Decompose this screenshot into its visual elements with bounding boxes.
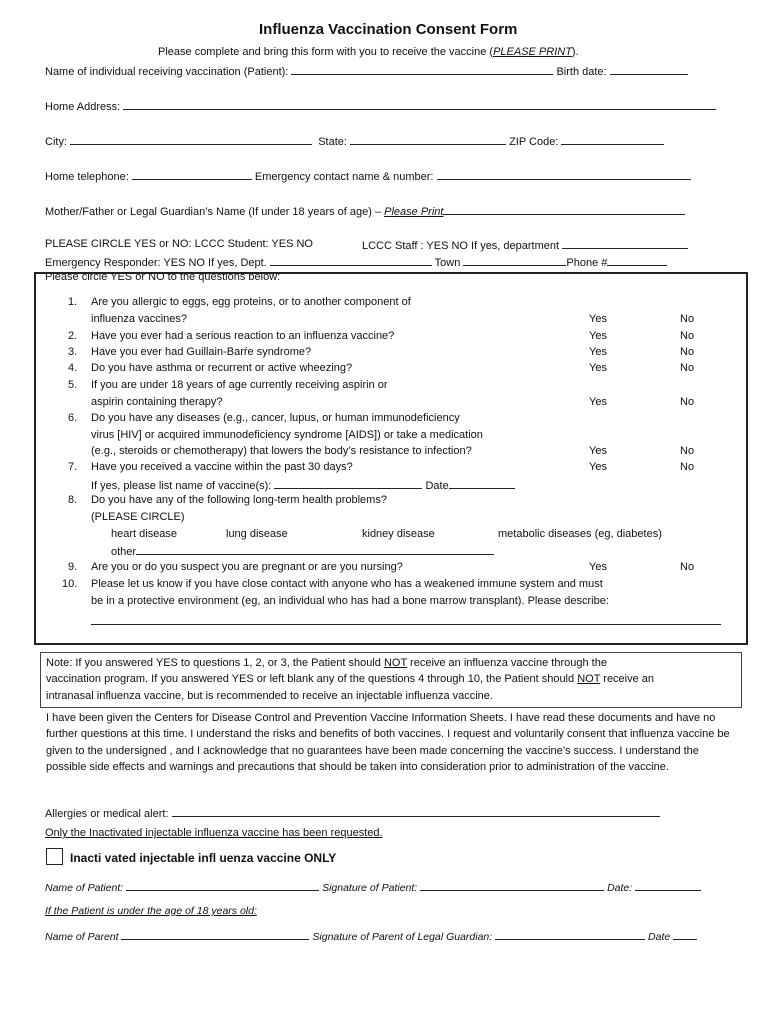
note-line-3: intranasal influenza vaccine, but is recommended to receive an injectable influenza vaccine. <box>46 690 493 702</box>
parent-date-label: Date <box>648 931 671 943</box>
guardian-field[interactable] <box>443 204 685 215</box>
patient-name-row <box>45 64 688 78</box>
phone-label: Phone # <box>566 257 608 269</box>
zip-label: ZIP Code: <box>509 136 559 148</box>
q6-number: 6. <box>68 412 78 424</box>
q5-yes[interactable]: Yes <box>589 396 607 408</box>
city-row <box>45 134 664 148</box>
allergies-field[interactable] <box>172 806 660 817</box>
instruction-text: Please complete and bring this form with you to receive the vaccine ( <box>158 46 494 58</box>
town-label: Town <box>434 257 461 269</box>
zip-field[interactable] <box>561 134 664 145</box>
home-address-row <box>45 99 716 113</box>
form-instruction <box>158 46 579 58</box>
q3-text: Have you ever had Guillain-Barŕe syndrome? <box>91 346 312 358</box>
inactivated-vaccine-label: Inacti vated injectable infl uenza vaccine ONLY <box>70 851 337 865</box>
q2-no[interactable]: No <box>680 330 695 342</box>
q6-text: Do you have any diseases (e.g., cancer, lupus, or human immunodeficiency <box>91 412 460 424</box>
q2-text: Have you ever had a serious reaction to an influenza vaccine? <box>91 330 395 342</box>
patient-signature-row <box>45 880 701 894</box>
home-address-field[interactable] <box>123 99 716 110</box>
q2-number: 2. <box>68 330 78 342</box>
name-of-patient-label: Name of Patient: <box>45 882 124 894</box>
city-field[interactable] <box>70 134 312 145</box>
note-line-2-text: vaccination program. If you answered YES or left blank any of the questions 4 through 10, the Patient should <box>46 673 578 685</box>
signature-of-guardian-label: Signature of Parent of Legal Guardian: <box>312 931 493 943</box>
q8-text: Do you have any of the following long-term health problems? <box>91 494 387 506</box>
q6-text-cont2: (e.g., steroids or chemotherapy) that lowers the body’s resistance to infection? <box>91 445 472 457</box>
emergency-contact-label: Emergency contact name & number: <box>254 171 434 183</box>
allergies-label: Allergies or medical alert: <box>45 808 169 820</box>
signature-of-guardian-field[interactable] <box>495 929 645 940</box>
q7-vaccine-row <box>91 478 515 492</box>
note-line-1-end: receive an influenza vaccine through the <box>406 657 607 669</box>
circle-row-2 <box>45 255 667 269</box>
inactivated-vaccine-checkbox[interactable] <box>46 848 63 865</box>
state-field[interactable] <box>350 134 506 145</box>
q9-yes[interactable]: Yes <box>589 561 607 573</box>
parent-date-field[interactable] <box>673 929 697 940</box>
lccc-staff <box>362 238 688 252</box>
instruction-end: ). <box>571 46 579 58</box>
q9-text: Are you or do you suspect you are pregnant or are you nursing? <box>91 561 403 573</box>
circle-questions-instruction: Please circle YES or NO to the questions below: <box>45 271 281 283</box>
q1-number: 1. <box>68 296 78 308</box>
dept-field[interactable] <box>270 255 432 266</box>
q2-yes[interactable]: Yes <box>589 330 607 342</box>
q5-no[interactable]: No <box>680 396 695 408</box>
lccc-staff-label: LCCC Staff : YES NO If yes, department <box>362 240 560 252</box>
birth-date-field[interactable] <box>610 64 688 75</box>
note-line-1 <box>46 657 607 669</box>
consent-paragraph: I have been given the Centers for Disease Control and Prevention Vaccine Information Sheets. I have read these documents and have no further questions at this time. I understand the risks and benefits of both vaccines. I request and voluntarily consent that influenza vaccine be given to the undersigned , and I acknowledge that no guarantees have been made concerning the vaccine’s success. I understand the possible side effects and warnings and precautions that should be taken into consideration prior to administration of the vaccine. <box>46 712 730 774</box>
patient-name-label: Name of individual receiving vaccination (Patient): <box>45 66 289 78</box>
q3-number: 3. <box>68 346 78 358</box>
q8-heart-disease[interactable]: heart disease <box>111 528 178 540</box>
form-title: Influenza Vaccination Consent Form <box>259 21 518 38</box>
q8-other-row <box>111 544 494 558</box>
q10-describe-field[interactable] <box>91 612 721 625</box>
patient-date-label: Date: <box>607 882 633 894</box>
name-of-parent-label: Name of Parent <box>45 931 119 943</box>
q10-number: 10. <box>62 578 78 590</box>
under-18-note: If the Patient is under the age of 18 years old: <box>45 905 257 917</box>
q4-text: Do you have asthma or recurrent or active wheezing? <box>91 362 353 374</box>
q1-text: Are you allergic to eggs, egg proteins, or to another component of <box>91 296 411 308</box>
home-telephone-label: Home telephone: <box>45 171 129 183</box>
parent-signature-row <box>45 929 697 943</box>
q8-other-field[interactable] <box>136 544 494 555</box>
guardian-please-print: Please Print <box>384 206 444 218</box>
department-field[interactable] <box>562 238 688 249</box>
q4-yes[interactable]: Yes <box>589 362 607 374</box>
q8-other-label: other <box>111 546 137 558</box>
home-telephone-field[interactable] <box>132 169 252 180</box>
signature-of-patient-field[interactable] <box>420 880 604 891</box>
state-label: State: <box>318 136 347 148</box>
instruction-emphasis: PLEASE PRINT <box>493 46 572 58</box>
patient-date-field[interactable] <box>635 880 701 891</box>
circle-row-1 <box>45 238 313 250</box>
town-field[interactable] <box>463 255 566 266</box>
name-of-parent-field[interactable] <box>121 929 309 940</box>
q7-yes[interactable]: Yes <box>589 461 607 473</box>
note-line-2-end: receive an <box>600 673 655 685</box>
q3-yes[interactable]: Yes <box>589 346 607 358</box>
city-label: City: <box>45 136 67 148</box>
signature-of-patient-label: Signature of Patient: <box>322 882 418 894</box>
q8-metabolic-disease[interactable]: metabolic diseases (eg, diabetes) <box>498 528 662 540</box>
only-inactivated-note: Only the Inactivated injectable influenza vaccine has been requested. <box>45 827 383 839</box>
q4-number: 4. <box>68 362 78 374</box>
emergency-contact-field[interactable] <box>437 169 691 180</box>
telephone-row <box>45 169 691 183</box>
q7-number: 7. <box>68 461 78 473</box>
q6-yes[interactable]: Yes <box>589 445 607 457</box>
q8-number: 8. <box>68 494 78 506</box>
q1-no[interactable]: No <box>680 313 695 325</box>
q8-kidney-disease[interactable]: kidney disease <box>362 528 435 540</box>
q7-date-label: Date <box>425 480 449 492</box>
q6-text-cont: virus [HIV] or acquired immunodeficiency syndrome [AIDS]) or take a medication <box>91 429 483 441</box>
q3-no[interactable]: No <box>680 346 695 358</box>
q7-vaccine-label: If yes, please list name of vaccine(s): <box>91 480 272 492</box>
q7-date-field[interactable] <box>449 478 515 489</box>
q5-text: If you are under 18 years of age currently receiving aspirin or <box>91 379 388 391</box>
q9-no[interactable]: No <box>680 561 695 573</box>
allergies-row <box>45 806 660 820</box>
q7-no[interactable]: No <box>680 461 695 473</box>
q5-number: 5. <box>68 379 78 391</box>
lccc-student-label: PLEASE CIRCLE YES or NO: LCCC Student: YES NO <box>45 238 313 250</box>
phone-field[interactable] <box>607 255 667 266</box>
q1-yes[interactable]: Yes <box>589 313 607 325</box>
home-address-label: Home Address: <box>45 101 121 113</box>
emergency-responder-label: Emergency Responder: YES NO If yes, Dept. <box>45 257 267 269</box>
q4-no[interactable]: No <box>680 362 695 374</box>
guardian-label: Mother/Father or Legal Guardian’s Name (If under 18 years of age) – <box>45 206 382 218</box>
q8-circle-note: (PLEASE CIRCLE) <box>91 511 185 523</box>
note-not-1: NOT <box>383 657 407 669</box>
q5-text-cont: aspirin containing therapy? <box>91 396 223 408</box>
q6-no[interactable]: No <box>680 445 695 457</box>
q1-text-cont: influenza vaccines? <box>91 313 188 325</box>
q9-number: 9. <box>68 561 78 573</box>
q10-text: Please let us know if you have close contact with anyone who has a weakened immune system and must <box>91 578 603 590</box>
q7-text: Have you received a vaccine within the past 30 days? <box>91 461 353 473</box>
q7-vaccine-field[interactable] <box>274 478 422 489</box>
q8-lung-disease[interactable]: lung disease <box>226 528 288 540</box>
patient-name-field[interactable] <box>291 64 553 75</box>
name-of-patient-field[interactable] <box>126 880 319 891</box>
birth-date-label: Birth date: <box>556 66 607 78</box>
note-line-2 <box>46 673 654 685</box>
guardian-row <box>45 204 685 218</box>
note-not-2: NOT <box>577 673 601 685</box>
q10-text-cont: be in a protective environment (eg, an individual who has had a bone marrow transplant). Please describe: <box>91 595 609 607</box>
note-line-1-text: Note: If you answered YES to questions 1, 2, or 3, the Patient should <box>46 657 384 669</box>
